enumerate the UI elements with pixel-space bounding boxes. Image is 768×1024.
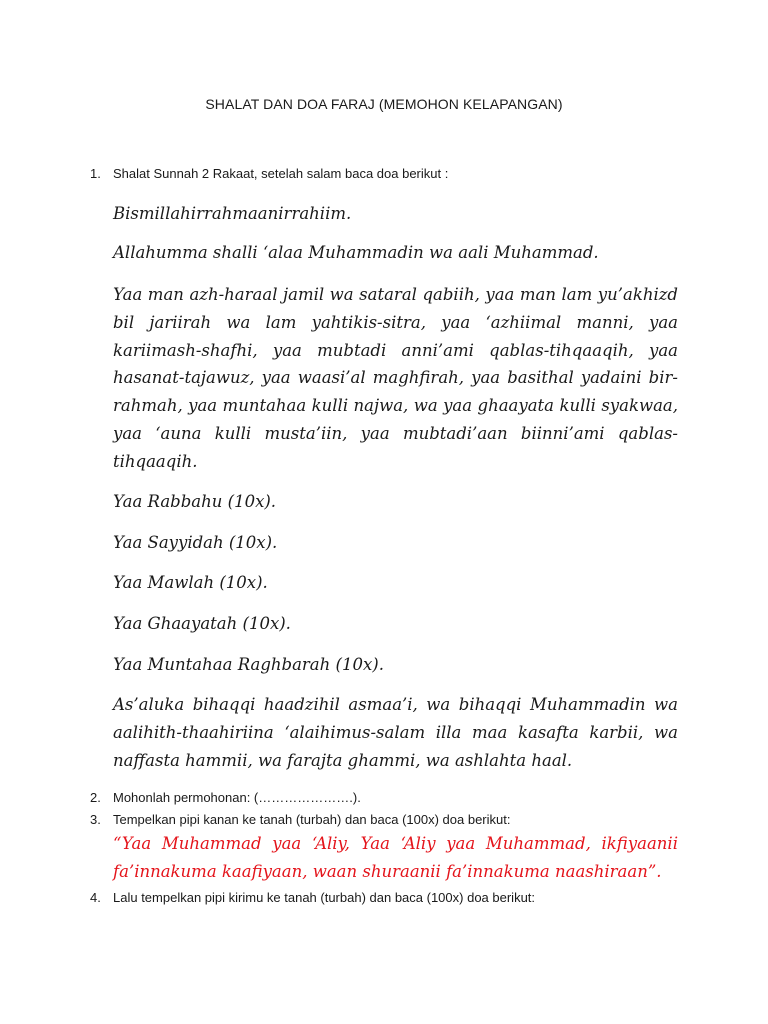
list-item	[90, 812, 510, 827]
list-text: Shalat Sunnah 2 Rakaat, setelah salam baca doa berikut :	[113, 166, 449, 181]
list-number: 1.	[90, 166, 101, 181]
doa-istighatsah: “Yaa Muhammad yaa ‘Aliy, Yaa ‘Aliy yaa Muhammad, ikfiyaanii fa’innakuma kaafiyaan, waan shuraanii fa’innakuma naashiraan”.	[113, 834, 678, 881]
list-item	[90, 890, 535, 905]
list-text: Tempelkan pipi kanan ke tanah (turbah) dan baca (100x) doa berikut:	[113, 812, 511, 827]
list-text: Mohonlah permohonan: (………………….).	[113, 790, 361, 805]
doa-rabbahu: Yaa Rabbahu (10x).	[113, 492, 277, 511]
doa-asaluka: As’aluka bihaqqi haadzihil asmaa’i, wa bihaqqi Muhammadin wa aalihith-thaahiriina ‘alaihimus-salam illa maa kasafta karbii, wa naffasta hammii, wa farajta ghammi, wa ashlahta haal.	[113, 695, 678, 770]
list-item	[90, 166, 448, 181]
list-text: Lalu tempelkan pipi kirimu ke tanah (turbah) dan baca (100x) doa berikut:	[113, 890, 536, 905]
doa-muntahaa: Yaa Muntahaa Raghbarah (10x).	[113, 655, 384, 674]
page-title: SHALAT DAN DOA FARAJ (MEMOHON KELAPANGAN)	[205, 96, 563, 112]
doa-ghaayatah: Yaa Ghaayatah (10x).	[113, 614, 291, 633]
list-item	[90, 790, 361, 805]
list-number: 2.	[90, 790, 101, 805]
doa-bismillah: Bismillahirrahmaanirrahiim.	[113, 204, 352, 223]
doa-shalawat: Allahumma shalli ‘alaa Muhammadin wa aali Muhammad.	[113, 243, 599, 262]
doa-yaa-man: Yaa man azh-haraal jamil wa sataral qabiih, yaa man lam yu’akhizd bil jariirah wa lam yahtikis-sitra, yaa ‘azhiimal manni, yaa kariimash-shafhi, yaa mubtadi anni’ami qablas-tihqaaqih, yaa hasanat-tajawuz, yaa waasi’al maghfirah, yaa basithal yadaini bir-rahmah, yaa muntahaa kulli najwa, wa yaa ghaayata kulli syakwaa, yaa ‘auna kulli musta’iin, yaa mubtadi’aan biinni’ami qablas-tihqaaqih.	[113, 285, 678, 471]
list-number: 3.	[90, 812, 101, 827]
doa-sayyidah: Yaa Sayyidah (10x).	[113, 533, 278, 552]
doa-mawlah: Yaa Mawlah (10x).	[113, 573, 268, 592]
list-number: 4.	[90, 890, 101, 905]
